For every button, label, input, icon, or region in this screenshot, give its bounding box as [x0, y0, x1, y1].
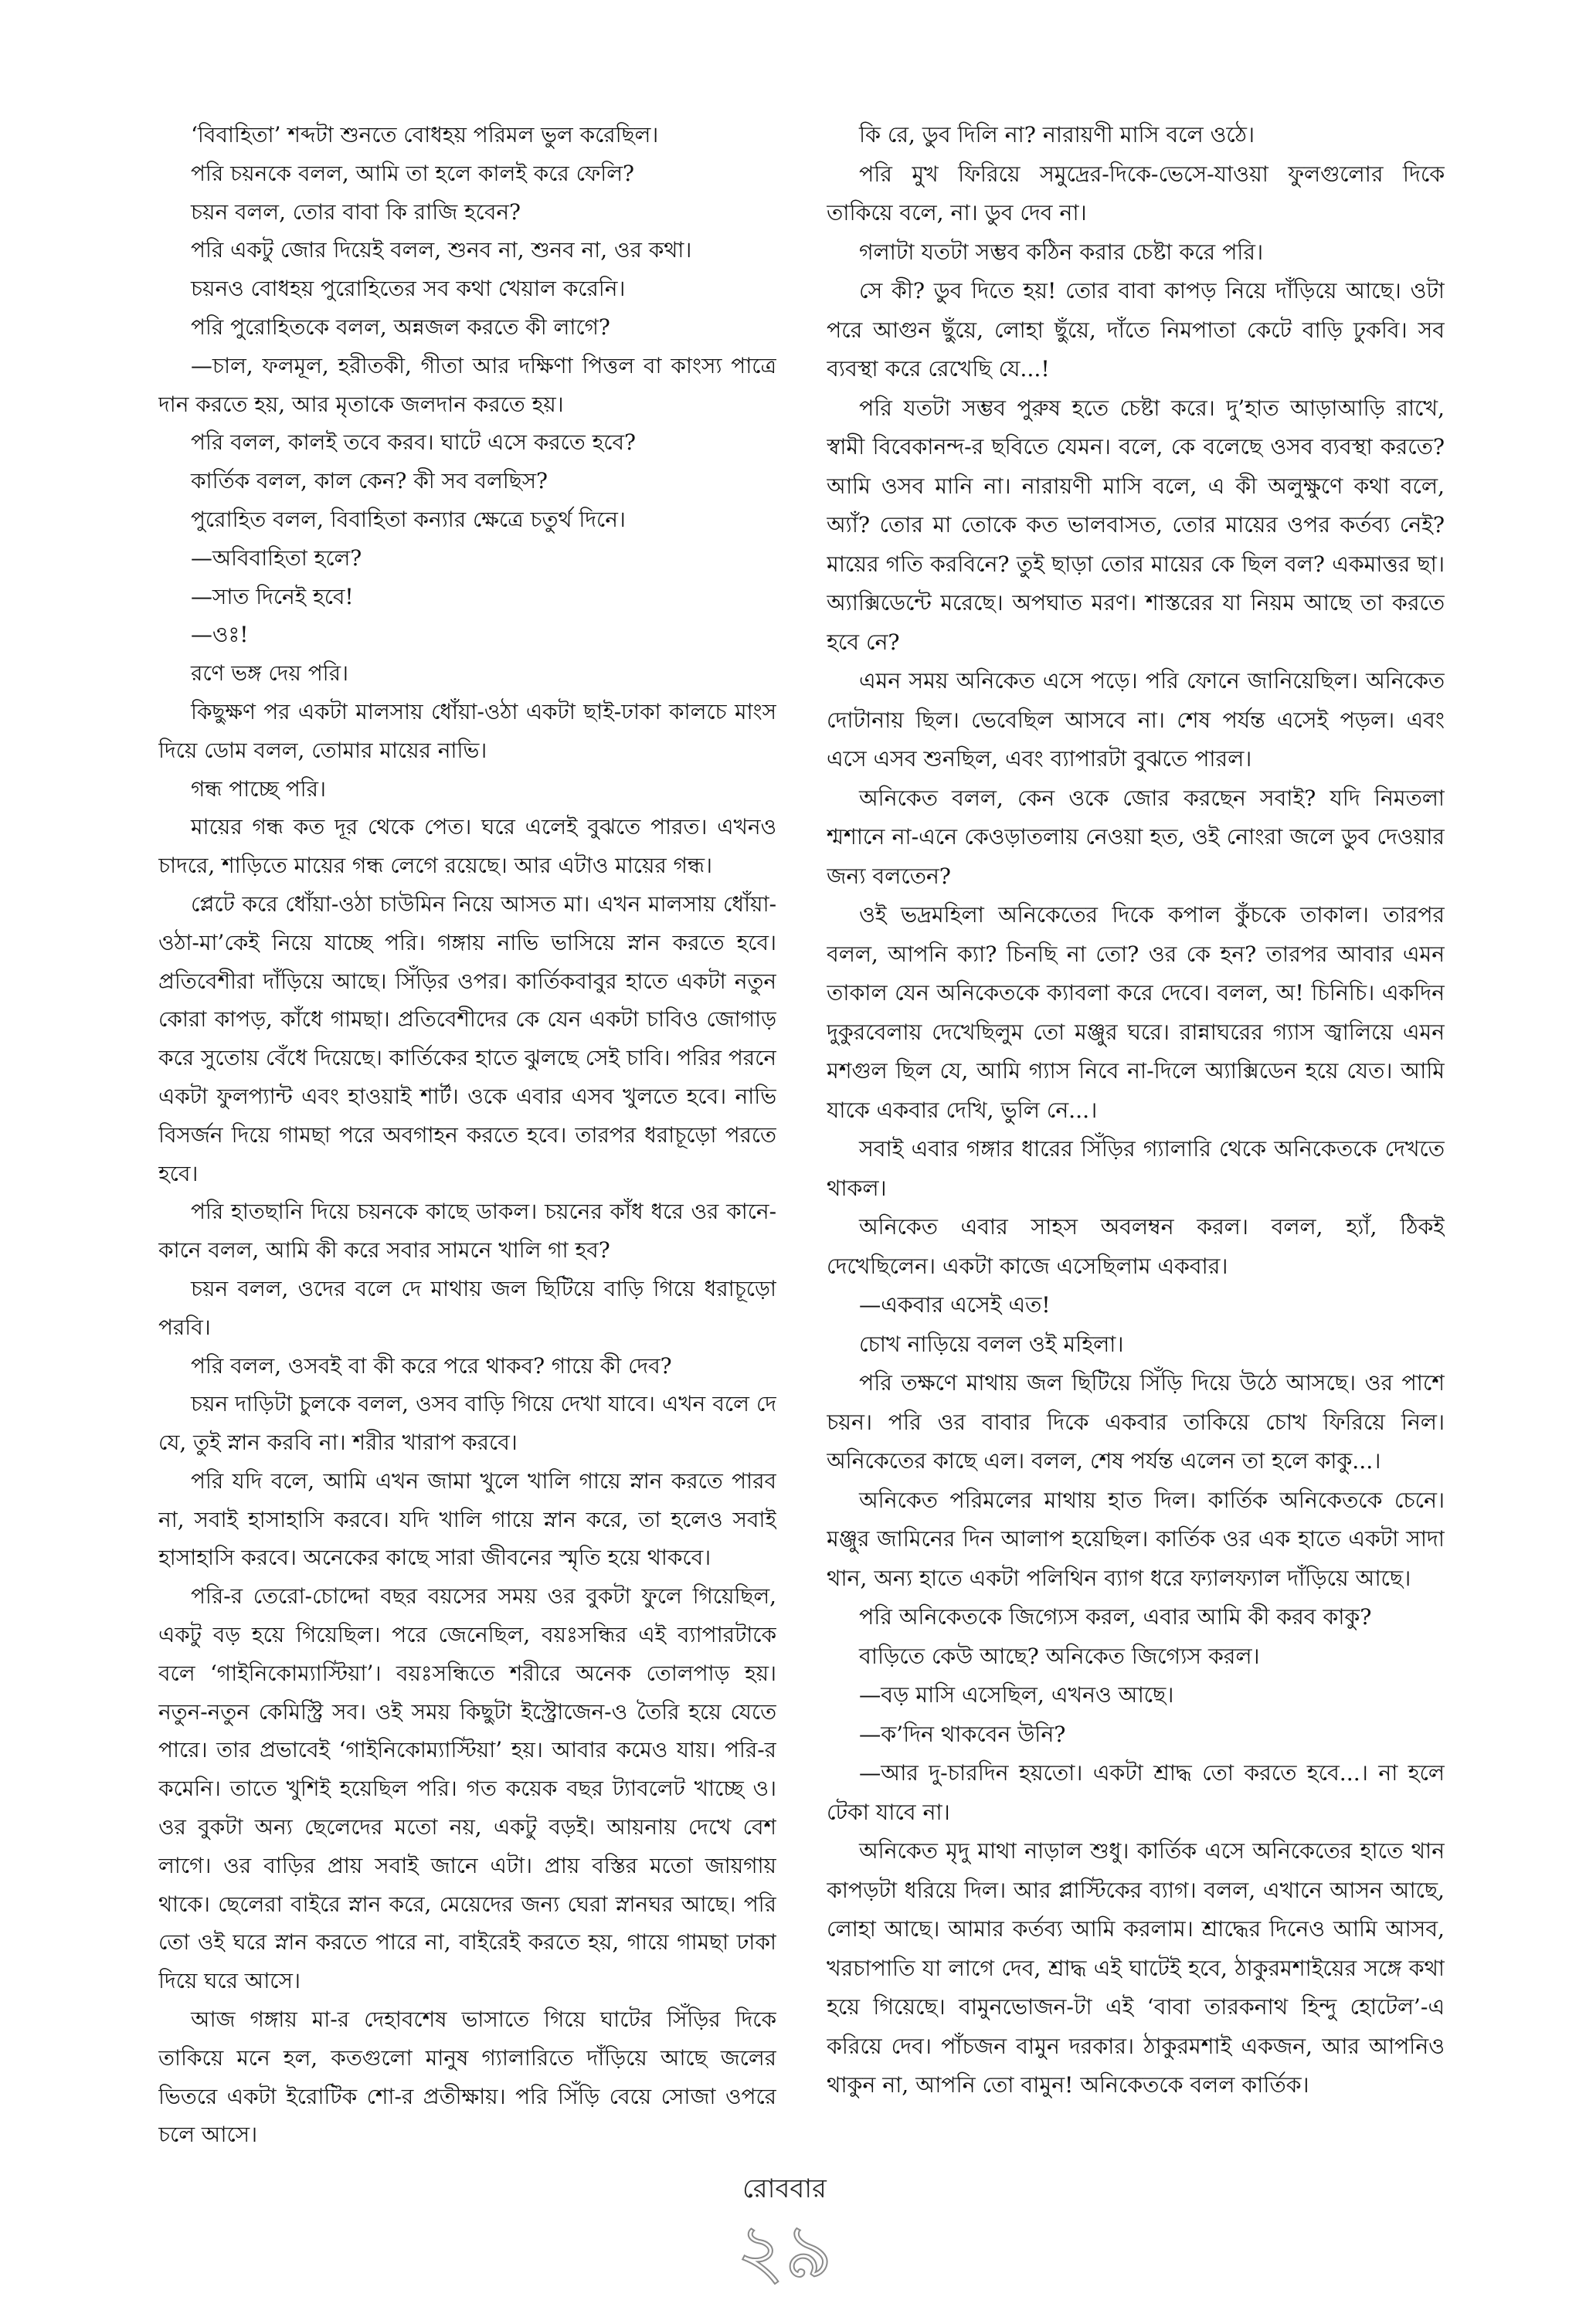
paragraph: চয়ন বলল, ওদের বলে দে মাথায় জল ছিটিয়ে বাড়ি গিয়ে ধরাচূড়ো পরবি।	[158, 1275, 776, 1340]
paragraph: পুরোহিত বলল, বিবাহিতা কন্যার ক্ষেত্রে চতুর্থ দিনে।	[191, 506, 626, 532]
paragraph: —অবিবাহিতা হলে?	[191, 545, 362, 571]
paragraph: —বড় মাসি এসেছিল, এখনও আছে।	[859, 1682, 1174, 1708]
text-columns	[158, 116, 1445, 2163]
paragraph: চয়নও বোধহয় পুরোহিতের সব কথা খেয়াল করেনি।	[191, 276, 626, 302]
paragraph: কি রে, ডুব দিলি না? নারায়ণী মাসি বলে ওঠে।	[859, 122, 1255, 148]
paragraph: প্লেটে করে ধোঁয়া-ওঠা চাউমিন নিয়ে আসত মা। এখন মালসায় ধোঁয়া-ওঠা-মা’কেই নিয়ে যাচ্ছে পরি। গঙ্গায় নাভি ভাসিয়ে স্নান করতে হবে। প্রতিবেশীরা দাঁড়িয়ে আছে। সিঁড়ির ওপর। কার্তিকবাবুর হাতে একটা নতুন কোরা কাপড়, কাঁধে গামছা। প্রতিবেশীদের কে যেন একটা চাবিও জোগাড় করে সুতোয় বেঁধে দিয়েছে। কার্তিকের হাতে ঝুলছে সেই চাবি। পরির পরনে একটা ফুলপ্যান্ট এবং হাওয়াই শার্ট। ওকে এবার এসব খুলতে হবে। নাভি বিসর্জন দিয়ে গামছা পরে অবগাহন করতে হবে। তারপর ধরাচূড়ো পরতে হবে।	[158, 891, 776, 1186]
paragraph: চয়ন বলল, তোর বাবা কি রাজি হবেন?	[191, 198, 521, 225]
paragraph: সে কী? ডুব দিতে হয়! তোর বাবা কাপড় নিয়ে দাঁড়িয়ে আছে। ওটা পরে আগুন ছুঁয়ে, লোহা ছুঁয়ে, দাঁতে নিমপাতা কেটে বাড়ি ঢুকবি। সব ব্যবস্থা করে রেখেছি যে...!	[827, 278, 1445, 382]
paragraph: রণে ভঙ্গ দেয় পরি।	[191, 660, 348, 687]
paragraph: অনিকেত মৃদু মাথা নাড়াল শুধু। কার্তিক এসে অনিকেতের হাতে থান কাপড়টা ধরিয়ে দিল। আর প্লাস্টিকের ব্যাগ। বলল, এখানে আসন আছে, লোহা আছে। আমার কর্তব্য আমি করলাম। শ্রাদ্ধের দিনেও আমি আসব, খরচাপাতি যা লাগে দেব, শ্রাদ্ধ এই ঘাটেই হবে, ঠাকুরমশাইয়ের সঙ্গে কথা হয়ে গিয়েছে। বামুনভোজন-টা এই ‘বাবা তারকনাথ হিন্দু হোটেল’-এ করিয়ে দেব। পাঁচজন বামুন দরকার। ঠাকুরমশাই একজন, আর আপনিও থাকুন না, আপনি তো বামুন! অনিকেতকে বলল কার্তিক।	[827, 1838, 1445, 2098]
paragraph: অনিকেত এবার সাহস অবলম্বন করল। বলল, হ্যাঁ, ঠিকই দেখেছিলেন। একটা কাজে এসেছিলাম একবার।	[827, 1214, 1445, 1279]
paragraph: পরি মুখ ফিরিয়ে সমুদ্রের-দিকে-ভেসে-যাওয়া ফুলগুলোর দিকে তাকিয়ে বলে, না। ডুব দেব না।	[827, 161, 1445, 226]
paragraph: —একবার এসেই এত!	[859, 1292, 1051, 1318]
paragraph: কিছুক্ষণ পর একটা মালসায় ধোঁয়া-ওঠা একটা ছাই-ঢাকা কালচে মাংস দিয়ে ডোম বলল, তোমার মায়ের নাভি।	[158, 698, 776, 763]
paragraph: —ওঃ!	[191, 622, 249, 648]
paragraph: ওই ভদ্রমহিলা অনিকেতের দিকে কপাল কুঁচকে তাকাল। তারপর বলল, আপনি ক্যা? চিনছি না তো? ওর কে হন? তারপর আবার এমন তাকাল যেন অনিকেতকে ক্যাবলা করে দেবে। বলল, অ! চিনিচি। একদিন দুকুরবেলায় দেখেছিলুম তো মঞ্জুর ঘরে। রান্নাঘরের গ্যাস জ্বালিয়ে এমন মশগুল ছিল যে, আমি গ্যাস নিবে না-দিলে অ্যাক্সিডেন হয়ে যেত। আমি যাকে একবার দেখি, ভুলি নে...।	[827, 902, 1445, 1123]
paragraph: —ক’দিন থাকবেন উনি?	[859, 1721, 1066, 1747]
paragraph: —আর দু-চারদিন হয়তো। একটা শ্রাদ্ধ তো করতে হবে...। না হলে টেকা যাবে না।	[827, 1760, 1445, 1825]
paragraph: —সাত দিনেই হবে!	[191, 583, 354, 609]
paragraph: পরি যদি বলে, আমি এখন জামা খুলে খালি গায়ে স্নান করতে পারব না, সবাই হাসাহাসি করবে। যদি খালি গায়ে স্নান করে, তা হলেও সবাই হাসাহাসি করবে। অনেকের কাছে সারা জীবনের স্মৃতি হয়ে থাকবে।	[158, 1467, 776, 1571]
paragraph: পরি বলল, ওসবই বা কী করে পরে থাকব? গায়ে কী দেব?	[191, 1352, 672, 1379]
page-number: ২৯	[736, 2208, 833, 2295]
paragraph: মায়ের গন্ধ কত দূর থেকে পেত। ঘরে এলেই বুঝতে পারত। এখনও চাদরে, শাড়িতে মায়ের গন্ধ লেগে রয়েছে। আর এটাও মায়ের গন্ধ।	[158, 814, 776, 879]
page-footer	[0, 2172, 1569, 2294]
paragraph: পরি পুরোহিতকে বলল, অন্নজল করতে কী লাগে?	[191, 314, 610, 340]
paragraph: কার্তিক বলল, কাল কেন? কী সব বলছিস?	[191, 468, 548, 494]
paragraph: পরি অনিকেতকে জিগ্যেস করল, এবার আমি কী করব কাকু?	[859, 1604, 1372, 1630]
magazine-name: রোববার	[742, 2173, 827, 2204]
paragraph: অনিকেত বলল, কেন ওকে জোর করছেন সবাই? যদি নিমতলা শ্মশানে না-এনে কেওড়াতলায় নেওয়া হত, ওই নোংরা জলে ডুব দেওয়ার জন্য বলতেন?	[827, 785, 1445, 889]
paragraph: গলাটা যতটা সম্ভব কঠিন করার চেষ্টা করে পরি।	[859, 239, 1264, 265]
paragraph: এমন সময় অনিকেত এসে পড়ে। পরি ফোনে জানিয়েছিল। অনিকেত দোটানায় ছিল। ভেবেছিল আসবে না। শেষ পর্যন্ত এসেই পড়ল। এবং এসে এসব শুনছিল, এবং ব্যাপারটা বুঝতে পারল।	[827, 668, 1445, 772]
paragraph: চয়ন দাড়িটা চুলকে বলল, ওসব বাড়ি গিয়ে দেখা যাবে। এখন বলে দে যে, তুই স্নান করবি না। শরীর খারাপ করবে।	[158, 1391, 776, 1456]
paragraph: আজ গঙ্গায় মা-র দেহাবশেষ ভাসাতে গিয়ে ঘাটের সিঁড়ির দিকে তাকিয়ে মনে হল, কতগুলো মানুষ গ্যালারিতে দাঁড়িয়ে আছে জলের ভিতরে একটা ইরোটিক শো-র প্রতীক্ষায়। পরি সিঁড়ি বেয়ে সোজা ওপরে চলে আসে।	[158, 2007, 776, 2148]
right-column	[827, 116, 1445, 2163]
paragraph: পরি চয়নকে বলল, আমি তা হলে কালই করে ফেলি?	[191, 160, 634, 186]
paragraph: চোখ নাড়িয়ে বলল ওই মহিলা।	[859, 1331, 1124, 1357]
paragraph: পরি-র তেরো-চোদ্দো বছর বয়সের সময় ওর বুকটা ফুলে গিয়েছিল, একটু বড় হয়ে গিয়েছিল। পরে জেনেছিল, বয়ঃসন্ধির এই ব্যাপারটাকে বলে ‘গাইনিকোম্যাস্টিয়া’। বয়ঃসন্ধিতে শরীরে অনেক তোলপাড় হয়। নতুন-নতুন কেমিস্ট্রি সব। ওই সময় কিছুটা ইস্ট্রোজেন-ও তৈরি হয়ে যেতে পারে। তার প্রভাবেই ‘গাইনিকোম্যাস্টিয়া’ হয়। আবার কমেও যায়। পরি-র কমেনি। তাতে খুশিই হয়েছিল পরি। গত কয়েক বছর ট্যাবলেট খাচ্ছে ও। ওর বুকটা অন্য ছেলেদের মতো নয়, একটু বড়ই। আয়নায় দেখে বেশ লাগে। ওর বাড়ির প্রায় সবাই জানে এটা। প্রায় বস্তির মতো জায়গায় থাকে। ছেলেরা বাইরে স্নান করে, মেয়েদের জন্য ঘেরা স্নানঘর আছে। পরি তো ওই ঘরে স্নান করতে পারে না, বাইরেই করতে হয়, গায়ে গামছা ঢাকা দিয়ে ঘরে আসে।	[158, 1583, 776, 1994]
paragraph: —চাল, ফলমূল, হরীতকী, গীতা আর দক্ষিণা পিত্তল বা কাংস্য পাত্রে দান করতে হয়, আর মৃতাকে জলদান করতে হয়।	[158, 352, 776, 417]
paragraph: অনিকেত পরিমলের মাথায় হাত দিল। কার্তিক অনিকেতকে চেনে। মঞ্জুর জামিনের দিন আলাপ হয়েছিল। কার্তিক ওর এক হাতে একটা সাদা থান, অন্য হাতে একটা পলিথিন ব্যাগ ধরে ফ্যালফ্যাল দাঁড়িয়ে আছে।	[827, 1487, 1445, 1591]
paragraph: পরি তক্ষণে মাথায় জল ছিটিয়ে সিঁড়ি দিয়ে উঠে আসছে। ওর পাশে চয়ন। পরি ওর বাবার দিকে একবার তাকিয়ে চোখ ফিরিয়ে নিল। অনিকেতের কাছে এল। বলল, শেষ পর্যন্ত এলেন তা হলে কাকু...।	[827, 1370, 1445, 1474]
paragraph: পরি হাতছানি দিয়ে চয়নকে কাছে ডাকল। চয়নের কাঁধ ধরে ওর কানে-কানে বলল, আমি কী করে সবার সামনে খালি গা হব?	[158, 1199, 776, 1264]
paragraph: পরি যতটা সম্ভব পুরুষ হতে চেষ্টা করে। দু’হাত আড়াআড়ি রাখে, স্বামী বিবেকানন্দ-র ছবিতে যেমন। বলে, কে বলেছে ওসব ব্যবস্থা করতে? আমি ওসব মানি না। নারায়ণী মাসি বলে, এ কী অলুক্ষুণে কথা বলে, অ্যাঁ? তোর মা তোকে কত ভালবাসত, তোর মায়ের ওপর কর্তব্য নেই? মায়ের গতি করবিনে? তুই ছাড়া তোর মায়ের কে ছিল বল? একমাত্তর ছা। অ্যাক্সিডেন্টে মরেছে। অপঘাত মরণ। শাস্তরের যা নিয়ম আছে তা করতে হবে নে?	[827, 395, 1445, 655]
paragraph: সবাই এবার গঙ্গার ধারের সিঁড়ির গ্যালারি থেকে অনিকেতকে দেখতে থাকল।	[827, 1136, 1445, 1201]
paragraph: পরি একটু জোর দিয়েই বলল, শুনব না, শুনব না, ওর কথা।	[191, 237, 692, 263]
paragraph: গন্ধ পাচ্ছে পরি।	[191, 775, 326, 802]
paragraph: পরি বলল, কালই তবে করব। ঘাটে এসে করতে হবে?	[191, 429, 636, 456]
paragraph: ‘বিবাহিতা’ শব্দটা শুনতে বোধহয় পরিমল ভুল করেছিল।	[191, 122, 659, 148]
paragraph: বাড়িতে কেউ আছে? অনিকেত জিগ্যেস করল।	[859, 1643, 1260, 1669]
left-column	[158, 116, 776, 2163]
